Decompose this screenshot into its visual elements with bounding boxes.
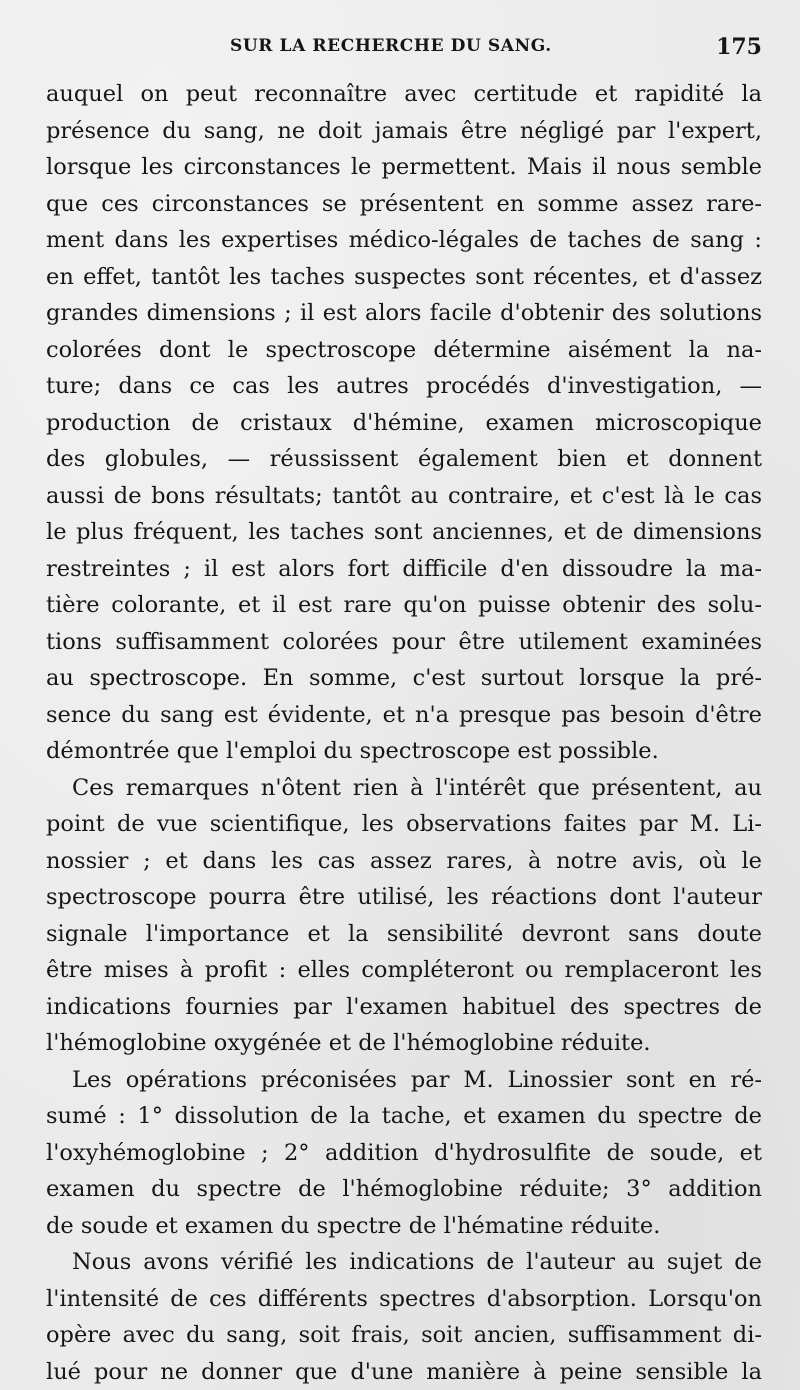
- text-line: ture; dans ce cas les autres procédés d'investigation, —: [46, 373, 762, 399]
- text-line: colorées dont le spectroscope détermine aisément la na-: [46, 336, 762, 363]
- text-line: au spectroscope. En somme, c'est surtout lorsque la pré-: [46, 665, 762, 691]
- text-line: restreintes ; il est alors fort difficile d'en dissoudre la ma-: [46, 555, 762, 582]
- text-line: ment dans les expertises médico-légales de taches de sang :: [46, 227, 762, 253]
- text-line: en effet, tantôt les taches suspectes sont récentes, et d'assez: [46, 263, 762, 290]
- text-line: être mises à profit : elles compléteront ou remplaceront les: [46, 957, 762, 983]
- text-line: lué pour ne donner que d'une manière à peine sensible la: [46, 1358, 762, 1385]
- text-line: nossier ; et dans les cas assez rares, à notre avis, où le: [46, 847, 762, 874]
- text-line: sumé : 1° dissolution de la tache, et examen du spectre de: [46, 1103, 762, 1129]
- text-line: production de cristaux d'hémine, examen microscopique: [46, 409, 762, 436]
- text-line: auquel on peut reconnaître avec certitude et rapidité la: [46, 81, 762, 107]
- paragraph-first-line: Ces remarques n'ôtent rien à l'intérêt que présentent, au: [72, 774, 762, 801]
- text-line: lorsque les circonstances le permettent. Mais il nous semble: [46, 154, 762, 180]
- text-line: l'hémoglobine oxygénée et de l'hémoglobine réduite.: [46, 1030, 651, 1056]
- body-text: [46, 76, 762, 1390]
- text-line: opère avec du sang, soit frais, soit ancien, suffisamment di-: [46, 1322, 762, 1348]
- text-line: examen du spectre de l'hémoglobine réduite; 3° addition: [46, 1176, 762, 1202]
- running-title: SUR LA RECHERCHE DU SANG.: [230, 36, 552, 56]
- text-line: grandes dimensions ; il est alors facile d'obtenir des solutions: [46, 300, 762, 326]
- text-line: le plus fréquent, les taches sont anciennes, et de dimensions: [46, 519, 762, 545]
- text-line: spectroscope pourra être utilisé, les réactions dont l'auteur: [46, 884, 762, 910]
- paragraph-first-line: Nous avons vérifié les indications de l'auteur au sujet de: [72, 1249, 762, 1275]
- running-head: [0, 34, 800, 64]
- page-number: 175: [716, 34, 762, 60]
- text-line: des globules, — réussissent également bien et donnent: [46, 446, 762, 472]
- text-line: aussi de bons résultats; tantôt au contraire, et c'est là le cas: [46, 482, 762, 509]
- text-line: démontrée que l'emploi du spectroscope est possible.: [46, 738, 659, 764]
- text-line: l'intensité de ces différents spectres d'absorption. Lorsqu'on: [46, 1285, 762, 1312]
- text-line: signale l'importance et la sensibilité devront sans doute: [46, 920, 762, 947]
- text-line: sence du sang est évidente, et n'a presque pas besoin d'être: [46, 701, 762, 728]
- paragraph-first-line: Les opérations préconisées par M. Linossier sont en ré-: [72, 1066, 762, 1093]
- text-line: tions suffisamment colorées pour être utilement examinées: [46, 628, 762, 655]
- text-line: point de vue scientifique, les observations faites par M. Li-: [46, 811, 762, 837]
- text-line: présence du sang, ne doit jamais être négligé par l'expert,: [46, 117, 762, 144]
- text-line: tière colorante, et il est rare qu'on puisse obtenir des solu-: [46, 592, 762, 618]
- text-line: l'oxyhémoglobine ; 2° addition d'hydrosulfite de soude, et: [46, 1139, 762, 1166]
- text-line: indications fournies par l'examen habituel des spectres de: [46, 993, 762, 1020]
- text-line: de soude et examen du spectre de l'hématine réduite.: [46, 1212, 661, 1239]
- text-line: que ces circonstances se présentent en somme assez rare-: [46, 190, 762, 217]
